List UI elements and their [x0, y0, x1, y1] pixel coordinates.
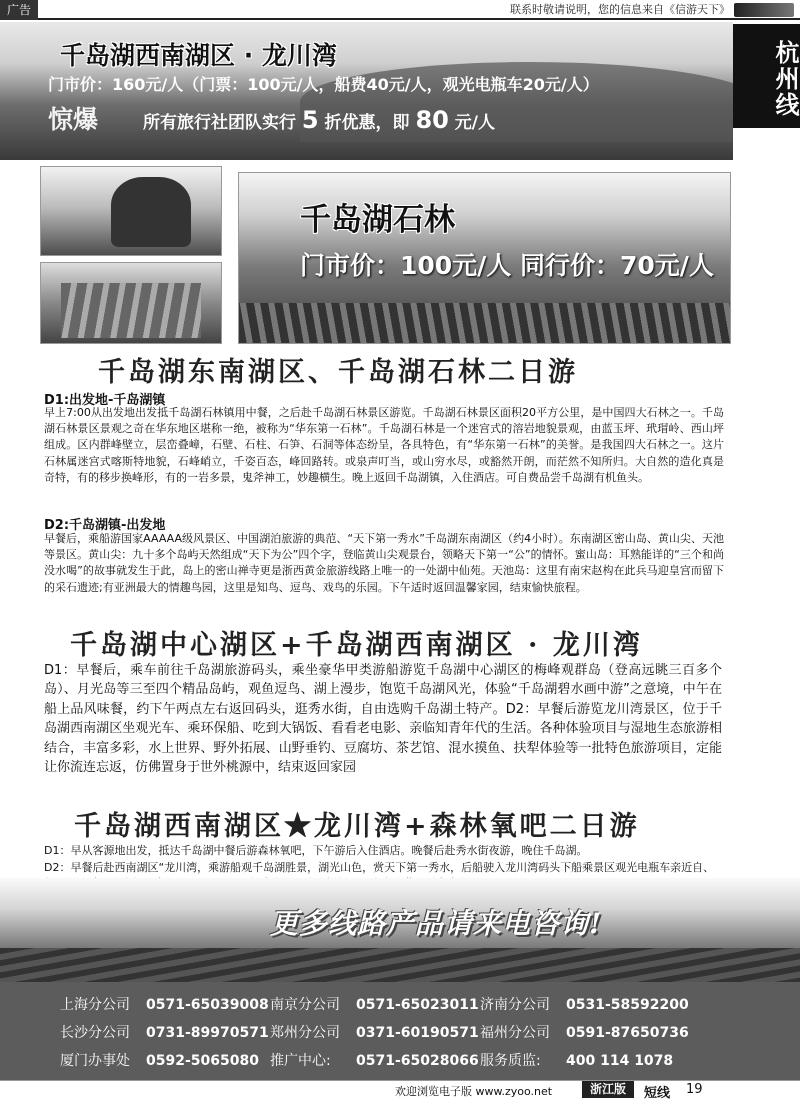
- contact-label: 上海分公司: [60, 997, 130, 1013]
- magazine-logo: [734, 3, 794, 17]
- contact-phone: 0592-5065080: [146, 1053, 259, 1069]
- contact-phone: 0371-60190571: [356, 1025, 479, 1041]
- more-routes-slogan: 更多线路产品请来电咨询!: [270, 907, 603, 940]
- contact-phone: 0591-87650736: [566, 1025, 689, 1041]
- stone-forest-title: 千岛湖石林: [300, 202, 455, 238]
- contact-phone: 0531-58592200: [566, 997, 689, 1013]
- footer-welcome: 欢迎浏览电子版 www.zyoo.net: [395, 1085, 553, 1098]
- section-1-day1-text: 早上7:00从出发地出发抵千岛湖石林镇用中餐，之后赴千岛湖石林景区游览。千岛湖石林景区面积20平方公里，是中国四大石林之一。千岛湖石林景区景观之奇在华东地区堪称一绝，被称为“华东第一石林”。千岛湖石林是一个迷宫式的溶岩地貌景观，由蓝玉坪、玳瑁岭、西山坪组成。区内群峰壁立，层峦叠嶂，石壁、石柱、石笋、石洞等体态纷呈，各具特色，有“华东第一石林”的美誉。是我国四大石林之一。这片石林属迷宫式喀斯特地貌，石峰峭立，千姿百态，峰回路转。或泉声叮当，或山穷水尽，或豁然开朗，而茫然不知所归。大自然的造化真是奇特，有的移步换峰形，有的一岩多景，鬼斧神工，妙趣横生。晚上返回千岛湖镇，入住酒店。可自费品尝千岛湖有机鱼头。: [44, 406, 724, 484]
- section-2-title: 千岛湖中心湖区+千岛湖西南湖区 · 龙川湾: [70, 630, 643, 661]
- offer-text-3: 元/人: [454, 113, 496, 133]
- section-3-day1: D1：早从客源地出发，抵达千岛湖中餐后游森林氧吧，下午游后入住酒店。晚餐后赴秀水街夜游，晚住千岛湖。: [44, 844, 588, 857]
- contact-panel: [0, 982, 800, 1080]
- ad-tag: 广告: [0, 0, 38, 20]
- stone-forest-photo-1: [40, 166, 222, 256]
- stone-forest-price: 门市价：100元/人 同行价：70元/人: [300, 251, 714, 280]
- footer-category: 短线: [644, 1086, 671, 1100]
- contact-label: 郑州分公司: [270, 1025, 340, 1041]
- contact-label: 服务质监:: [480, 1053, 541, 1069]
- contact-label: 福州分公司: [480, 1025, 550, 1041]
- footer-edition-badge: 浙江版: [582, 1081, 634, 1098]
- region-tab: 杭州线: [733, 24, 800, 128]
- section-1-day2-text: 早餐后，乘船游国家AAAAA级风景区、中国湖泊旅游的典范、“天下第一秀水”千岛湖东南湖区（约4小时）。东南湖区密山岛、黄山尖、天池等景区。黄山尖：九十多个岛屿天然组成“天下为公”四个字，登临黄山尖观景台，领略天下第一“公”的情怀。蜜山岛：耳熟能详的“三个和尚没水喝”的故事就发生于此，岛上的密山禅寺更是浙西黄金旅游线路上唯一的一处湖中仙苑。天池岛：这里有南宋赵构在此兵马迎皇宫而留下的采石遗迹;有亚洲最大的情趣鸟园，这里是知鸟、逗鸟、戏鸟的乐园。下午适时返回温馨家园，结束愉快旅程。: [44, 532, 724, 594]
- banner-surprise-word: 惊爆: [48, 105, 99, 134]
- contact-phone: 400 114 1078: [566, 1053, 674, 1069]
- source-note: 联系时敬请说明，您的信息来自《信游天下》: [510, 3, 730, 16]
- section-3-day2: D2：早餐后赴西南湖区“龙川湾，乘游船观千岛湖胜景，湖光山色，赏天下第一秀水，后船驶入龙川湾码头下船乘景区观光电瓶车亲近自、: [44, 860, 715, 874]
- contact-row-3: [60, 1050, 686, 1070]
- contact-label: 厦门办事处: [60, 1053, 130, 1069]
- page-number: 19: [686, 1082, 703, 1097]
- section-2-text: D1：早餐后，乘车前往千岛湖旅游码头，乘坐豪华甲类游船游览千岛湖中心湖区的梅峰观群岛（登高远眺三百多个岛）、月光岛等三至四个精品岛屿，观鱼逗鸟、湖上漫步，饱览千岛湖风光，体验“千岛湖碧水画中游”之意境，中午在船上品风味餐，约下午两点左右返回码头，逛秀水街，自由选购千岛湖土特产。D2：早餐后游览龙川湾景区，位于千岛湖西南湖区坐观光车、乘环保船、吃到大锅饭、看看老电影、亲临知青年代的生活。各种体验项目与湿地生态旅游相结合，丰富多彩，水上世界、野外拓展、山野垂钓、豆腐坊、茶艺馆、混水摸鱼、扶犁体验等一批特色旅游项目，定能让你流连忘返，仿佛置身于世外桃源中，结束返回家园: [44, 663, 722, 776]
- contact-phone: 0571-65023011: [356, 997, 479, 1013]
- offer-discount: 5: [301, 106, 319, 134]
- contact-label: 济南分公司: [480, 997, 550, 1013]
- offer-text-2: 折优惠，即: [324, 113, 410, 133]
- section-1-day1-heading: D1:出发地-千岛湖镇: [44, 393, 166, 408]
- section-1-day2-heading: D2:千岛湖镇-出发地: [44, 518, 166, 533]
- contact-row-1: [60, 994, 689, 1014]
- contact-row-2: [60, 1022, 689, 1042]
- banner-title: 千岛湖西南湖区 · 龙川湾: [60, 41, 337, 70]
- contact-phone: 0571-65039008: [146, 997, 269, 1013]
- contact-phone: 0571-65028066: [356, 1053, 479, 1069]
- banner-offer: [143, 106, 495, 134]
- contact-phone: 0731-89970571: [146, 1025, 269, 1041]
- banner-price: 门市价：160元/人（门票：100元/人，船费40元/人，观光电瓶车20元/人）: [48, 75, 599, 94]
- contact-label: 南京分公司: [270, 997, 340, 1013]
- contact-label: 长沙分公司: [60, 1025, 130, 1041]
- section-3-title: 千岛湖西南湖区★龙川湾+森林氧吧二日游: [74, 811, 640, 842]
- stone-forest-photo-2: [40, 262, 222, 344]
- offer-price: 80: [415, 106, 449, 134]
- offer-text-1: 所有旅行社团队实行: [143, 113, 296, 133]
- section-1-title: 千岛湖东南湖区、千岛湖石林二日游: [98, 357, 578, 388]
- contact-label: 推广中心:: [270, 1053, 331, 1069]
